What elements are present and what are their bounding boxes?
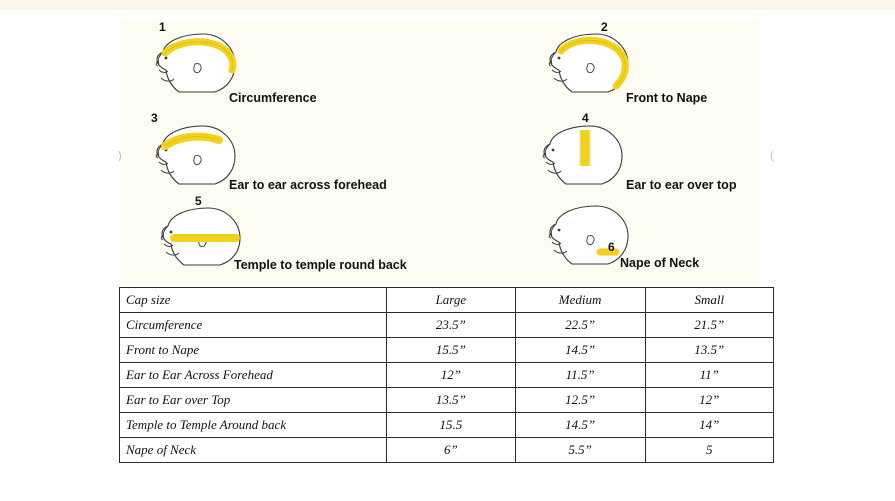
- table-row: [120, 338, 774, 363]
- measurement-number-6: 6: [608, 240, 615, 254]
- table-header-row: [120, 288, 774, 313]
- caption-front-to-nape: Front to Nape: [626, 91, 708, 105]
- caption-circumference: Circumference: [229, 91, 317, 105]
- table-row: [120, 388, 774, 413]
- row-value-medium: 14.5”: [515, 413, 645, 438]
- row-value-small: 21.5”: [645, 313, 774, 338]
- row-label: Temple to Temple Around back: [120, 413, 387, 438]
- table-row: [120, 313, 774, 338]
- measurement-number-1: 1: [159, 20, 166, 34]
- measurement-number-2: 2: [601, 20, 608, 34]
- table-header-medium: Medium: [515, 288, 645, 313]
- table-row: [120, 363, 774, 388]
- row-value-small: 5: [645, 438, 774, 463]
- row-value-medium: 12.5”: [515, 388, 645, 413]
- row-label: Circumference: [120, 313, 387, 338]
- row-value-large: 6”: [387, 438, 516, 463]
- size-table-wrapper: [119, 287, 774, 463]
- row-value-large: 15.5: [387, 413, 516, 438]
- caption-ear-to-ear-forehead: Ear to ear across forehead: [229, 178, 387, 192]
- row-value-large: 12”: [387, 363, 516, 388]
- row-value-large: 23.5”: [387, 313, 516, 338]
- table-header-cap-size: Cap size: [120, 288, 387, 313]
- measurement-number-3: 3: [151, 111, 158, 125]
- row-label: Ear to Ear over Top: [120, 388, 387, 413]
- diagram-front-to-nape: [528, 20, 658, 98]
- head-profile-circumference: [135, 28, 265, 98]
- measurement-number-5: 5: [195, 194, 202, 208]
- head-profile-front-to-nape: [528, 28, 658, 98]
- right-edge-mark: (: [770, 150, 774, 162]
- caption-temple-to-temple: Temple to temple round back: [234, 258, 407, 272]
- table-row: [120, 413, 774, 438]
- row-value-medium: 14.5”: [515, 338, 645, 363]
- measurement-number-4: 4: [582, 111, 589, 125]
- row-value-medium: 11.5”: [515, 363, 645, 388]
- caption-nape-of-neck: Nape of Neck: [620, 256, 700, 270]
- caption-ear-to-ear-over-top: Ear to ear over top: [626, 178, 737, 192]
- row-value-small: 11”: [645, 363, 774, 388]
- row-value-small: 14”: [645, 413, 774, 438]
- table-header-small: Small: [645, 288, 774, 313]
- row-value-large: 13.5”: [387, 388, 516, 413]
- row-value-medium: 5.5”: [515, 438, 645, 463]
- table-header-large: Large: [387, 288, 516, 313]
- table-row: [120, 438, 774, 463]
- row-label: Ear to Ear Across Forehead: [120, 363, 387, 388]
- size-table: [119, 287, 774, 463]
- row-label: Front to Nape: [120, 338, 387, 363]
- row-value-medium: 22.5”: [515, 313, 645, 338]
- left-edge-mark: ): [118, 150, 122, 162]
- top-band: [0, 0, 895, 10]
- row-label: Nape of Neck: [120, 438, 387, 463]
- diagram-circumference: [135, 20, 265, 98]
- row-value-large: 15.5”: [387, 338, 516, 363]
- row-value-small: 12”: [645, 388, 774, 413]
- row-value-small: 13.5”: [645, 338, 774, 363]
